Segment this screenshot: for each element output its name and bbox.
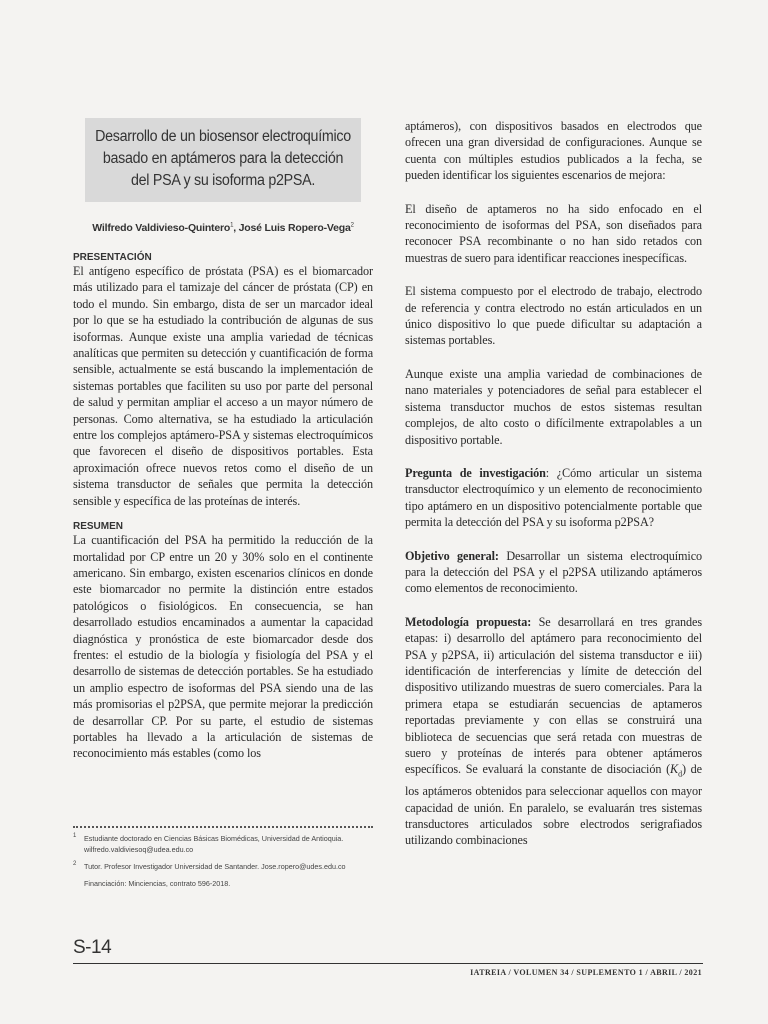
article-title [85,118,361,202]
page-number: S-14 [73,937,112,958]
funding-note [73,878,373,889]
footnote-1 [73,833,373,855]
paragraph-1: aptámeros), con dispositivos basados en electrodos que ofrecen una gran diversidad de configuraciones. Aunque se cuenta con múltiples estudios publicados a la fecha, se pueden identificar los siguientes escenarios de mejora: [405,119,702,183]
footer-rule [73,963,703,964]
left-column [73,118,373,762]
author-1: Wilfredo Valdivieso-Quintero [92,222,231,234]
article-title-text: Desarrollo de un biosensor electroquímico basado en aptámeros para la detección del PSA y su isoforma p2PSA. [95,128,351,189]
pregunta-text: : ¿Cómo articular un sistema transductor electroquímico y un elemento de reconocimiento tipo aptámero en un dispositivo potencialmente portable que permita la detección del PSA y su isoforma p2PSA? [405,465,702,530]
kd-symbol: K [670,762,679,777]
footnote-2-text: Tutor. Profesor Investigador Universidad de Santander. Jose.ropero@udes.edu.co [84,862,346,871]
right-column-text [405,118,702,849]
right-column [405,118,702,849]
paragraph-2: El diseño de aptameros no ha sido enfocado en el reconocimiento de isoformas del PSA, son diseñados para reconocer PSA recombinante o no han sido retados con muestras de suero para identificar reacciones inespecíficas. [405,201,702,265]
journal-citation: IATREIA / VOLUMEN 34 / SUPLEMENTO 1 / ABRIL / 2021 [470,968,702,977]
resumen-text: La cuantificación del PSA ha permitido la reducción de la mortalidad por CP entre un 20 y 30% solo en el continente americano. Sin embargo, existen escenarios clínicos en donde este biomarcador no permite la distinción entre estados patológicos o fisiológicos. En consecuencia, se han desarrollado estudios encaminados a aumentar la capacidad diagnóstica y pronóstica de este biomarcador desde dos frentes: el estudio de la biología y fisiología del PSA y el desarrollo de sistemas de detección portables. Se ha estudiado un amplio espectro de isoformas del PSA siendo una de las más promisorias el p2PSA, que permite mejorar la predicción de desarrollar CP. Por su parte, el estudio de sistemas portables ha llevado a la articulación de sistemas de reconocimiento más estables (como los [73,533,373,761]
heading-presentacion: PRESENTACIÓN [73,252,152,263]
paragraph-objetivo [405,548,702,597]
author-1-mark: 1 [230,222,234,229]
metodologia-text-b: ) de los aptámeros obtenidos para seleccionar aquellos con mayor capacidad de unión. En paralelo, se evaluarán tres sistemas transductores articulados sobre electrodos serigrafiados utilizando combinaciones [405,762,702,848]
paragraph-metodologia [405,614,702,849]
author-separator: , [233,222,239,234]
presentacion-text: El antígeno específico de próstata (PSA) es el biomarcador más utilizado para el tamizaje del cáncer de próstata (CP) en todo el mundo. Sin embargo, dista de ser un marcador ideal por lo que se ha estudiado la contribución de algunas de sus isoformas. Aunque existe una amplia variedad de técnicas analíticas que permiten su detección y cuantificación de forma sensible, actualmente se está buscando la implementación de sistemas portables que faciliten su uso por parte del personal de salud y permitan ampliar el acceso a un mayor número de personas. Como alternativa, se ha estudiado la articulación entre los complejos aptámero-PSA y sistemas electroquímicos que favorecen el diseño de dispositivos portables. Esta aproximación ofrece nuevos retos como el diseño de un sistema transductor de señales que permita la detección sensible y específica de las proteínas de interés. [73,264,373,508]
footnotes [73,833,373,889]
objetivo-text: Desarrollar un sistema electroquímico para la detección del PSA y el p2PSA utilizando aptámeros como elementos de reconocimiento. [405,548,703,596]
heading-resumen: RESUMEN [73,521,124,533]
author-2-mark: 2 [350,222,354,229]
footnote-divider [73,826,373,828]
paragraph-4: Aunque existe una amplia variedad de combinaciones de nano materiales y potenciadores de señal para establecer el sistema transductor muchos de estos sistemas resultan complejos, de alto costo o difícilmente extrapolables a un dispositivo portable. [405,366,702,447]
footnote-2-mark: 2 [73,861,77,867]
objetivo-label: Objetivo general: [405,548,499,563]
author-line [73,222,373,234]
metodologia-text-a: Se desarrollará en tres grandes etapas: i) desarrollo del aptámero para reconocimiento del PSA y p2PSA, ii) articulación del sistema transductor e iii) identificación de interferencias y límite de detección del dispositivo utilizando muestras de suero comerciales. Para la primera etapa se estudiarán secuencias de aptameros reportadas previamente y con ellas se construirá una biblioteca de secuencias que será retada con muestras de suero y proteínas de interés para obtener aptámeros específicos. Se evaluará la constante de disociación ( [405,614,702,777]
funding-text: Financiación: Minciencias, contrato 596-2018. [84,879,231,888]
author-2: José Luis Ropero-Vega [238,222,351,234]
paragraph-pregunta [405,465,702,531]
kd-subscript: d [678,769,682,779]
footnote-1-mark: 1 [73,833,77,839]
paragraph-3: El sistema compuesto por el electrodo de trabajo, electrodo de referencia y contra electrodo no están articulados en un único dispositivo lo que puede dificultar su adaptación a sistemas portables. [405,284,702,348]
footnote-1-email: wilfredo.valdiviesoq@udea.edu.co [84,845,194,854]
footnote-2 [73,861,373,872]
footnote-1-affiliation: Estudiante doctorado en Ciencias Básicas Biomédicas, Universidad de Antioquia. [84,834,344,843]
metodologia-label: Metodología propuesta: [405,614,532,629]
pregunta-label: Pregunta de investigación [405,465,546,480]
